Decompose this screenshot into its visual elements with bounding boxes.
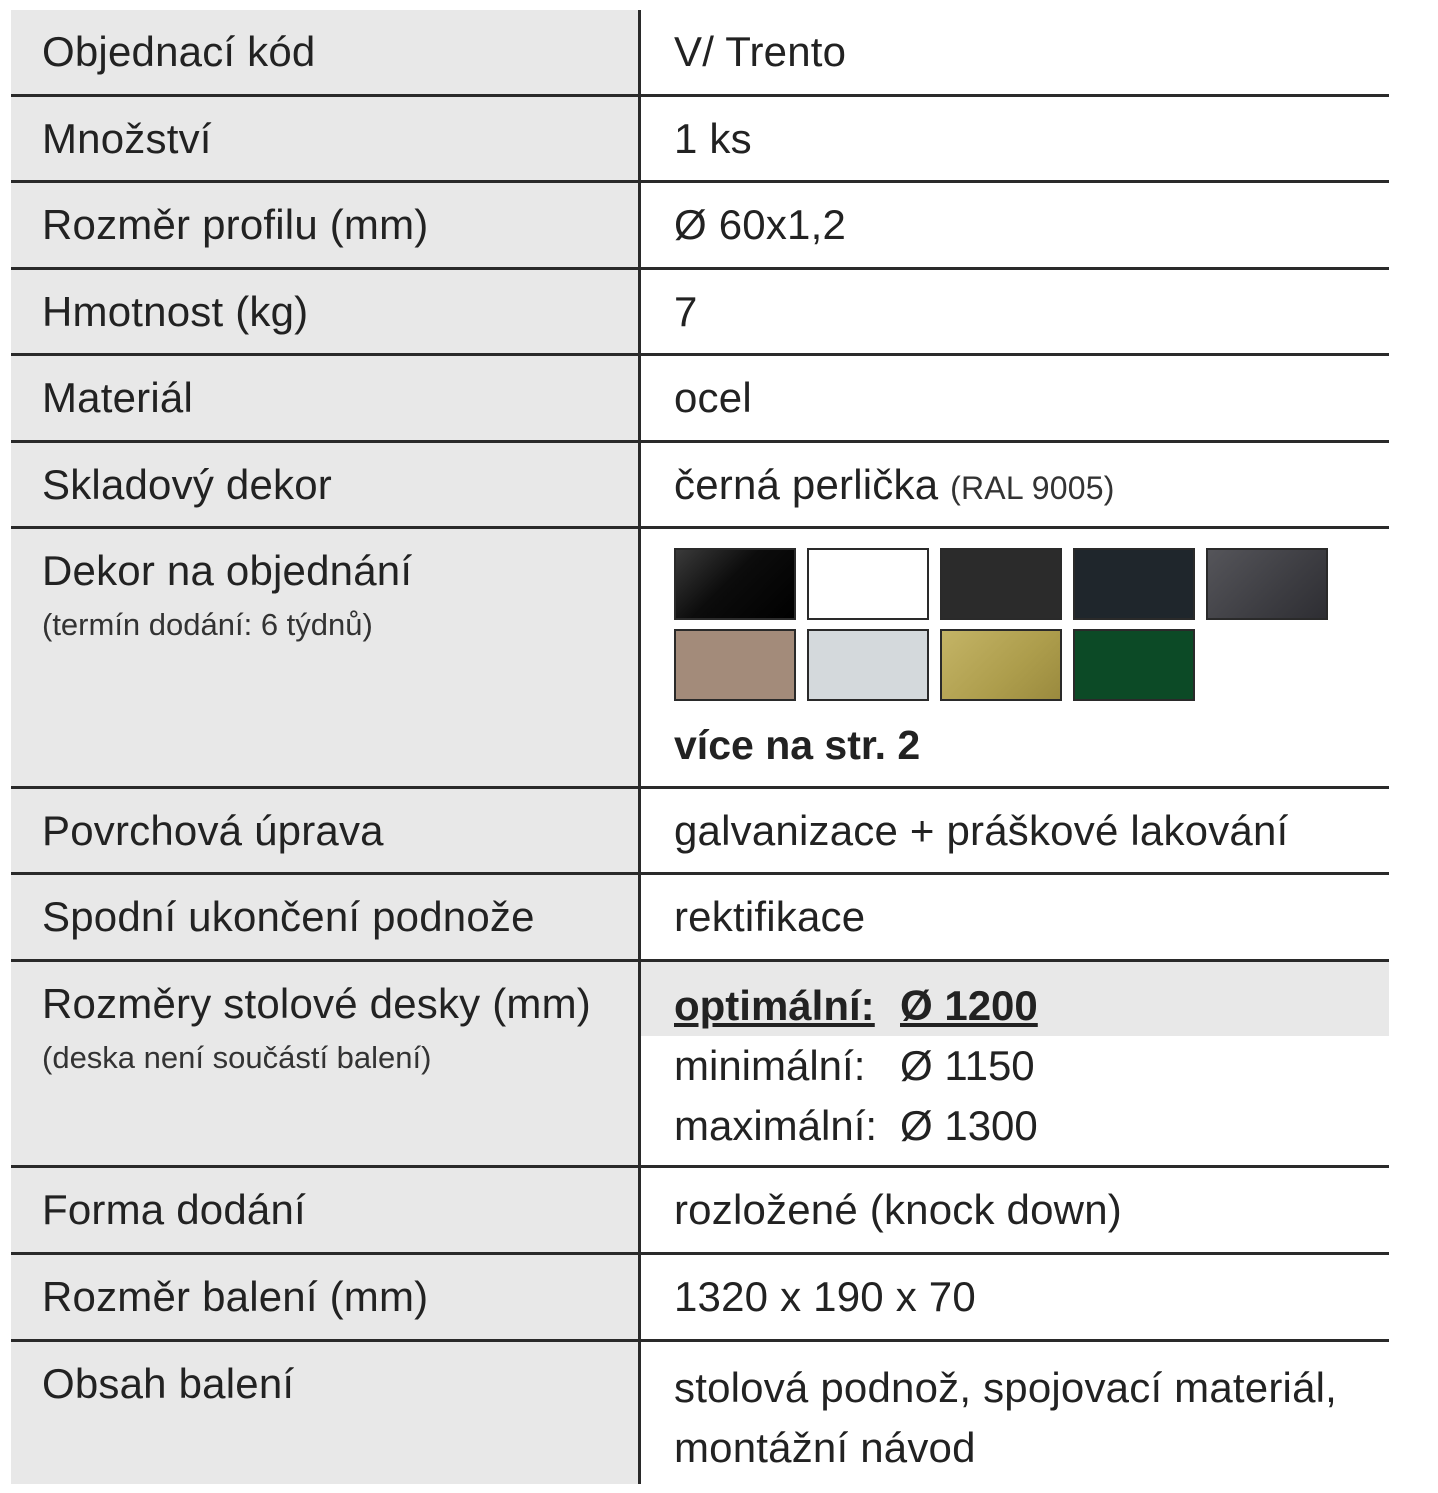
size-label: maximální: (674, 1102, 878, 1149)
size-value: Ø 1300 (900, 1102, 1038, 1149)
spec-value: Ø 60x1,2 (674, 201, 847, 248)
spec-label: Rozměry stolové desky (mm) (42, 980, 591, 1027)
spec-value: galvanizace + práškové lakování (674, 807, 1289, 854)
spec-value: 7 (674, 288, 698, 335)
spec-row-quantity (11, 97, 1389, 183)
size-value: Ø 1200 (900, 982, 1038, 1029)
spec-label: Povrchová úprava (42, 807, 384, 854)
color-swatch (1073, 629, 1195, 701)
spec-row-base-finish (11, 875, 1389, 962)
spec-row-profile-size (11, 183, 1389, 270)
spec-label: Materiál (42, 374, 193, 421)
spec-label-cell (11, 356, 641, 440)
spec-value-line-1: stolová podnož, spojovací materiál, (674, 1364, 1338, 1411)
spec-label-cell (11, 789, 641, 872)
spec-value-cell (641, 356, 1389, 440)
color-swatch (674, 629, 796, 701)
spec-label: Forma dodání (42, 1186, 306, 1233)
spec-row-material (11, 356, 1389, 443)
spec-value-cell (641, 529, 1389, 786)
spec-value: V/ Trento (674, 28, 847, 75)
product-spec-table (11, 10, 1389, 1484)
more-decors-reference: více na str. 2 (674, 722, 921, 768)
spec-value-cell (641, 1168, 1389, 1252)
size-label: minimální: (674, 1042, 866, 1089)
spec-value-cell (641, 875, 1389, 959)
spec-value (674, 459, 1389, 514)
color-swatch (674, 548, 796, 620)
color-swatch (807, 629, 929, 701)
spec-label-cell (11, 443, 641, 526)
color-swatch (1073, 548, 1195, 620)
spec-row-order-code (11, 10, 1389, 97)
spec-value-cell (641, 10, 1389, 94)
spec-value: rektifikace (674, 893, 866, 940)
spec-row-delivery-form (11, 1168, 1389, 1255)
spec-label-cell (11, 1255, 641, 1339)
spec-row-package-contents (11, 1342, 1389, 1484)
spec-value: ocel (674, 374, 752, 421)
color-swatch (1206, 548, 1328, 620)
spec-label-cell (11, 962, 641, 1165)
spec-label-cell (11, 1168, 641, 1252)
spec-value-cell (641, 270, 1389, 353)
spec-label-cell (11, 10, 641, 94)
color-swatch (940, 548, 1062, 620)
spec-value-cell (641, 1255, 1389, 1339)
spec-label-cell (11, 1342, 641, 1484)
spec-label-cell (11, 270, 641, 353)
spec-value-cell (641, 183, 1389, 267)
spec-value-cell (641, 1342, 1389, 1484)
tabletop-size-optimal (641, 962, 1389, 1036)
spec-value-line-2: montážní návod (674, 1424, 976, 1471)
spec-row-stock-decor (11, 443, 1389, 529)
spec-row-package-size (11, 1255, 1389, 1342)
tabletop-size-minimal (641, 1036, 1389, 1096)
size-value: Ø 1150 (900, 1042, 1035, 1089)
spec-label-cell (11, 183, 641, 267)
color-swatch (807, 548, 929, 620)
spec-row-weight (11, 270, 1389, 356)
spec-row-surface-finish (11, 789, 1389, 875)
spec-value: rozložené (knock down) (674, 1186, 1122, 1233)
spec-label: Hmotnost (kg) (42, 288, 309, 335)
spec-label: Spodní ukončení podnože (42, 893, 535, 940)
tabletop-not-included-note: (deska není součástí balení) (42, 1040, 432, 1075)
spec-label-cell (11, 97, 641, 180)
spec-value-cell (641, 97, 1389, 180)
spec-value: 1 ks (674, 115, 752, 162)
spec-value-cell (641, 962, 1389, 1165)
spec-label: Rozměr balení (mm) (42, 1273, 429, 1320)
size-label: optimální: (674, 982, 875, 1029)
tabletop-size-maximal (641, 1096, 1389, 1156)
spec-label: Množství (42, 115, 212, 162)
spec-value: 1320 x 190 x 70 (674, 1273, 976, 1320)
ral-code-note: (RAL 9005) (950, 470, 1115, 506)
spec-label-cell (11, 875, 641, 959)
spec-row-tabletop-size (11, 962, 1389, 1168)
delivery-time-note: (termín dodání: 6 týdnů) (42, 607, 373, 642)
spec-value-cell (641, 443, 1389, 526)
spec-value-cell (641, 789, 1389, 872)
color-swatch-grid (674, 548, 1389, 701)
color-swatch (940, 629, 1062, 701)
stock-decor-name: černá perlička (674, 461, 939, 508)
spec-row-decor-on-order (11, 529, 1389, 789)
spec-label: Skladový dekor (42, 461, 332, 508)
spec-label: Rozměr profilu (mm) (42, 201, 429, 248)
spec-label-cell (11, 529, 641, 786)
spec-label: Obsah balení (42, 1360, 295, 1407)
spec-label: Objednací kód (42, 28, 316, 75)
spec-label: Dekor na objednání (42, 547, 413, 594)
